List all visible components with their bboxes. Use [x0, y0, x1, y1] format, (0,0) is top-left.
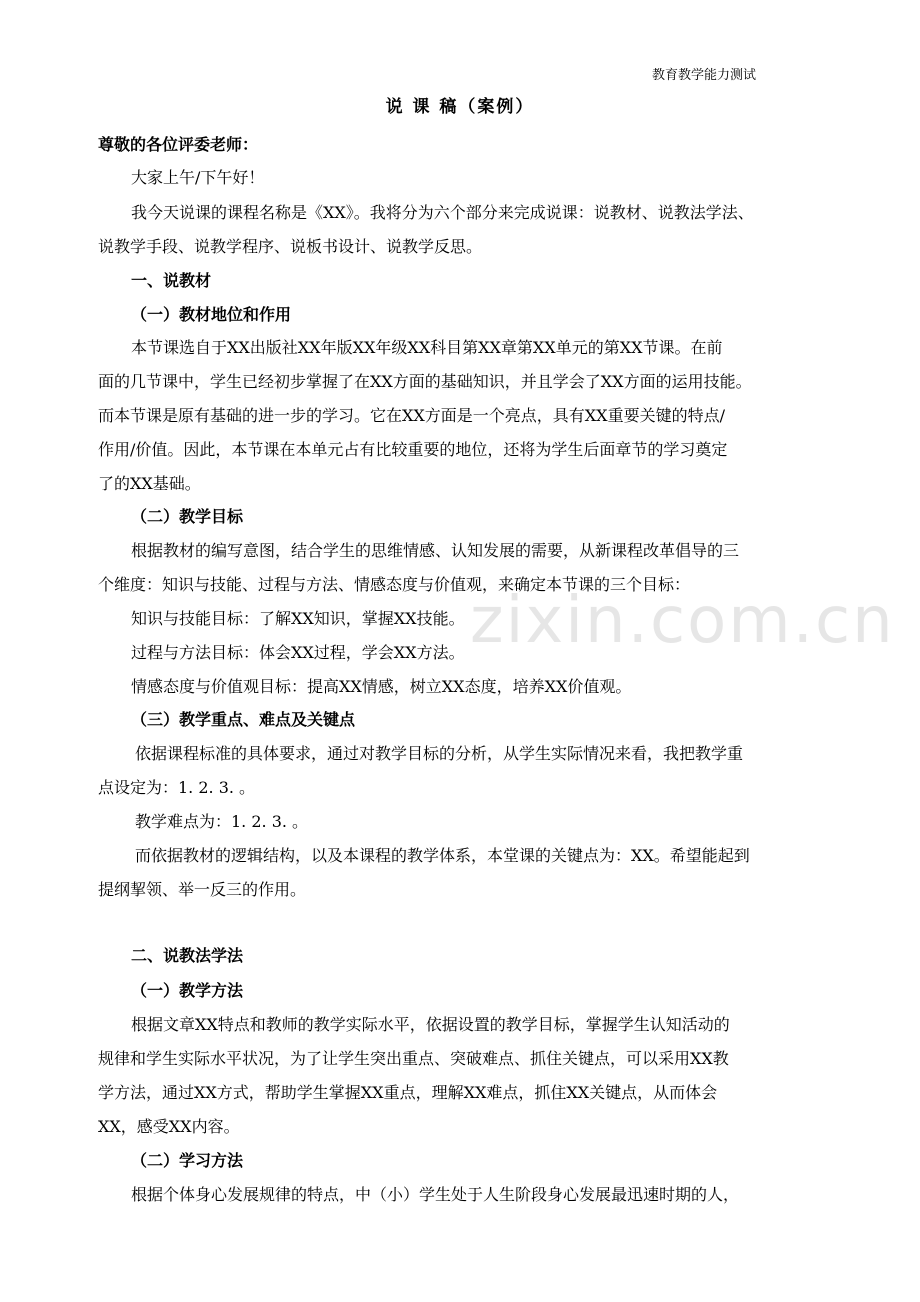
subsection-heading: （二）教学目标 [131, 507, 244, 526]
paragraph-line: XX，感受XX内容。 [98, 1117, 240, 1136]
document-title: 说 课 稿（案例） [385, 97, 535, 117]
watermark: zixin.com.cn [470, 584, 895, 658]
paragraph-line: 依据课程标准的具体要求，通过对教学目标的分析，从学生实际情况来看，我把教学重 [135, 744, 744, 763]
paragraph-line: 根据个体身心发展规律的特点，中（小）学生处于人生阶段身心发展最迅速时期的人， [131, 1185, 740, 1204]
paragraph-line: 点设定为：1. 2. 3. 。 [98, 778, 256, 797]
paragraph-line: 根据文章XX特点和教师的教学实际水平，依据设置的教学目标，掌握学生认知活动的 [131, 1015, 730, 1034]
paragraph-line: 教学难点为：1. 2. 3. 。 [135, 812, 309, 831]
subsection-heading: （一）教材地位和作用 [131, 305, 292, 324]
paragraph-line: 根据教材的编写意图，结合学生的思维情感、认知发展的需要，从新课程改革倡导的三 [131, 541, 740, 560]
paragraph-line: 本节课选自于XX出版社XX年版XX年级XX科目第XX章第XX单元的第XX节课。在前 [131, 338, 723, 357]
paragraph-line: 知识与技能目标：了解XX知识，掌握XX技能。 [131, 609, 465, 628]
paragraph-line: 我今天说课的课程名称是《XX》。我将分为六个部分来完成说课：说教材、说教法学法、 [131, 203, 754, 222]
subsection-heading: （三）教学重点、难点及关键点 [131, 710, 356, 729]
paragraph-line: 而依据教材的逻辑结构，以及本课程的教学体系，本堂课的关键点为：XX。希望能起到 [135, 846, 750, 865]
section-heading: 二、说教法学法 [131, 946, 244, 965]
paragraph-line: 作用/价值。因此，本节课在本单元占有比较重要的地位，还将为学生后面章节的学习奠定 [98, 440, 728, 459]
greeting: 大家上午/下午好！ [131, 168, 265, 187]
paragraph-line: 提纲挈领、举一反三的作用。 [98, 880, 307, 899]
paragraph-line: 了的XX基础。 [98, 474, 201, 493]
paragraph-line: 面的几节课中，学生已经初步掌握了在XX方面的基础知识，并且学会了XX方面的运用技能。 [98, 372, 752, 391]
subsection-heading: （二）学习方法 [131, 1151, 244, 1170]
paragraph-line: 个维度：知识与技能、过程与方法、情感态度与价值观，来确定本节课的三个目标： [98, 575, 691, 594]
paragraph-line: 规律和学生实际水平状况，为了让学生突出重点、突破难点、抓住关键点，可以采用XX教 [98, 1049, 729, 1068]
paragraph-line: 情感态度与价值观目标：提高XX情感，树立XX态度，培养XX价值观。 [131, 677, 632, 696]
paragraph-line: 过程与方法目标：体会XX过程，学会XX方法。 [131, 643, 465, 662]
section-heading: 一、说教材 [131, 271, 212, 290]
subsection-heading: （一）教学方法 [131, 981, 244, 1000]
paragraph-line: 学方法，通过XX方式，帮助学生掌握XX重点，理解XX难点，抓住XX关键点，从而体会 [98, 1083, 718, 1102]
paragraph-line: 而本节课是原有基础的进一步的学习。它在XX方面是一个亮点，具有XX重要关键的特点/ [98, 406, 725, 425]
paragraph-line: 说教学手段、说教学程序、说板书设计、说教学反思。 [98, 237, 483, 256]
header-note: 教育教学能力测试 [652, 68, 757, 83]
salutation: 尊敬的各位评委老师： [98, 135, 259, 154]
